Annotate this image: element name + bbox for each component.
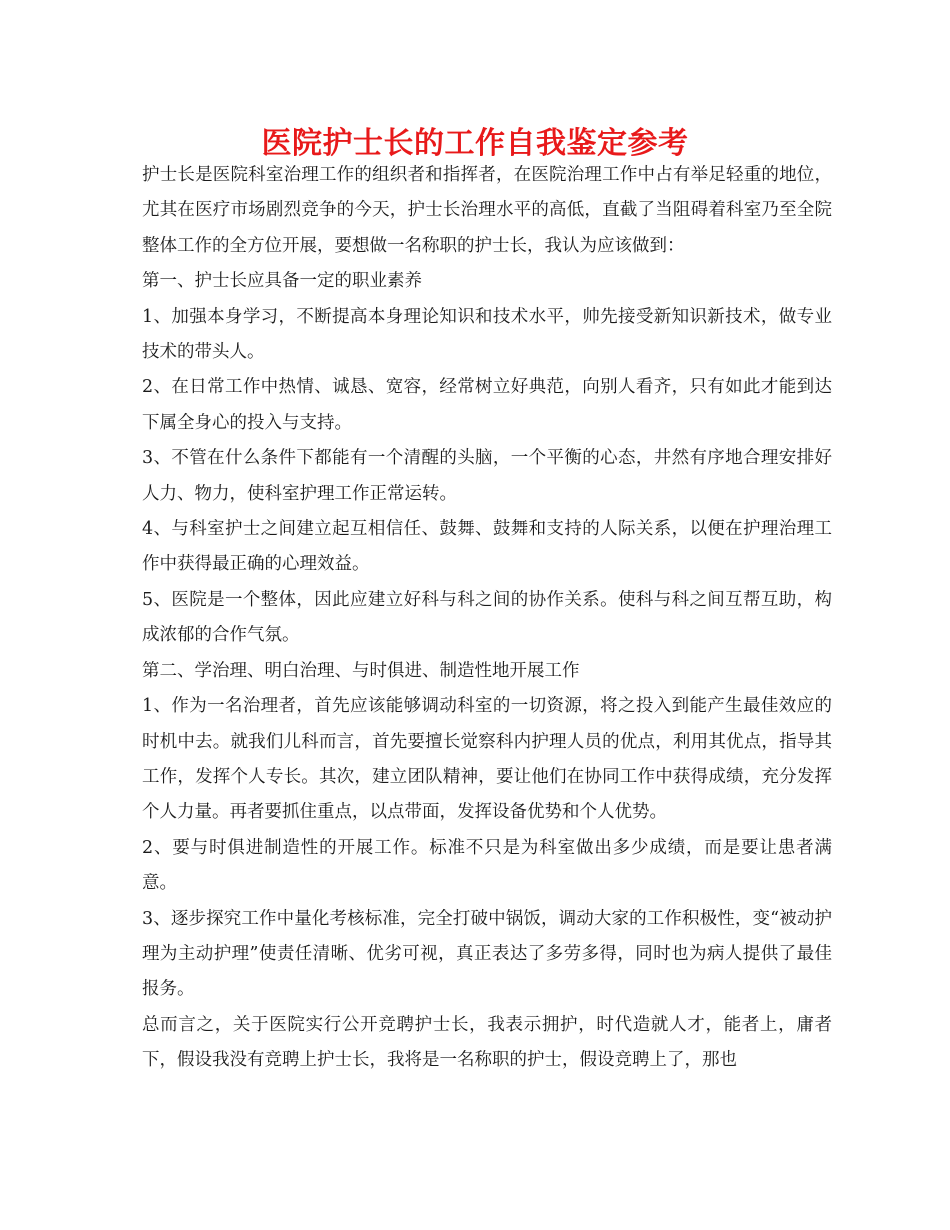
intro-paragraph: 护士长是医院科室治理工作的组织者和指挥者，在医院治理工作中占有举足轻重的地位，尤其在医疗市场剧烈竞争的今天，护士长治理水平的高低，直截了当阻碍着科室乃至全院整体工作的全方位开展，要想做一名称职的护士长，我认为应该做到： [142, 165, 832, 256]
section-heading-2: 第二、学治理、明白治理、与时俱进、制造性地开展工作 [142, 660, 580, 681]
list-item: 5、医院是一个整体，因此应建立好科与科之间的协作关系。使科与科之间互帮互助，构成浓郁的合作气氛。 [142, 589, 832, 646]
section-heading-1: 第一、护士长应具备一定的职业素养 [142, 271, 422, 292]
list-item: 3、不管在什么条件下都能有一个清醒的头脑，一个平衡的心态，井然有序地合理安排好人力、物力，使科室护理工作正常运转。 [142, 448, 832, 504]
list-item: 2、要与时俱进制造性的开展工作。标准不只是为科室做出多少成绩，而是要让患者满意。 [142, 837, 832, 894]
conclusion-paragraph: 总而言之，关于医院实行公开竞聘护士长，我表示拥护，时代造就人才，能者上，庸者下，假设我没有竞聘上护士长，我将是一名称职的护士，假设竞聘上了，那也 [142, 1014, 832, 1071]
list-item: 1、作为一名治理者，首先应该能够调动科室的一切资源，将之投入到能产生最佳效应的时机中去。就我们儿科而言，首先要擅长觉察科内护理人员的优点，利用其优点，指导其工作，发挥个人专长。其次，建立团队精神，要让他们在协同工作中获得成绩，充分发挥个人力量。再者要抓住重点，以点带面，发挥设备优势和个人优势。 [142, 696, 832, 823]
document-title: 医院护士长的工作自我鉴定参考 [261, 126, 689, 161]
list-item: 2、在日常工作中热情、诚恳、宽容，经常树立好典范，向别人看齐，只有如此才能到达下属全身心的投入与支持。 [142, 377, 832, 433]
document-body [142, 158, 832, 1079]
list-item: 3、逐步探究工作中量化考核标准，完全打破中锅饭，调动大家的工作积极性，变“被动护理为主动护理”使责任清晰、优劣可视，真正表达了多劳多得，同时也为病人提供了最佳报务。 [142, 908, 832, 1000]
list-item: 4、与科室护士之间建立起互相信任、鼓舞、鼓舞和支持的人际关系，以便在护理治理工作中获得最正确的心理效益。 [142, 519, 832, 575]
list-item: 1、加强本身学习，不断提高本身理论知识和技术水平，帅先接受新知识新技术，做专业技术的带头人。 [142, 306, 832, 363]
